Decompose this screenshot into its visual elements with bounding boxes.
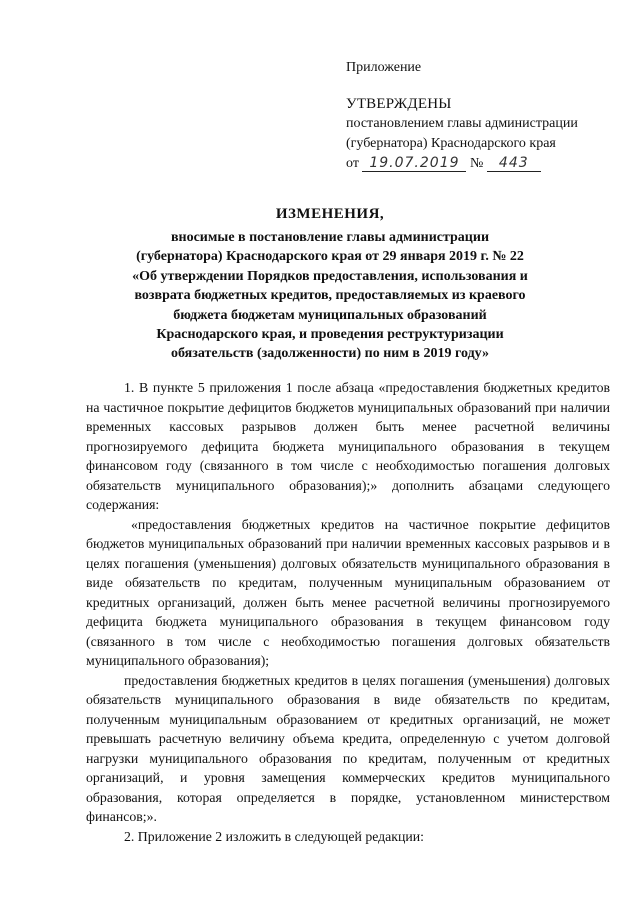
body-paragraph: «предоставления бюджетных кредитов на частичное покрытие дефицитов бюджетов муниципальных образований при наличии временных кассовых разрывов и в целях погашения (уменьшения) долговых обязательств муниципального образования в виде обязательств по кредитам, полученным муниципальным образованием от кредитных организаций, должен быть менее расчетной величины прогнозируемого дефицита бюджета муниципального образования в текущем финансовом году (связанного в том числе с необходимостью погашения долговых обязательств муниципального образования); bbox=[86, 516, 610, 668]
document-heading bbox=[60, 204, 600, 364]
heading-line: вносимые в постановление главы администрации bbox=[170, 230, 490, 245]
handwritten-number: 443 bbox=[487, 155, 541, 172]
document-title: ИЗМЕНЕНИЯ, bbox=[275, 206, 385, 222]
handwritten-date: 19.07.2019 bbox=[362, 155, 466, 172]
heading-line: (губернатора) Краснодарского края от 29 января 2019 г. № 22 bbox=[136, 249, 524, 265]
heading-line: возврата бюджетных кредитов, предоставляемых из краевого bbox=[134, 288, 526, 304]
approved-label: УТВЕРЖДЕНЫ bbox=[346, 96, 452, 112]
heading-line: бюджета бюджетам муниципальных образований bbox=[173, 307, 487, 323]
heading-line: «Об утверждении Порядков предоставления, использования и bbox=[132, 268, 528, 284]
document-body bbox=[86, 378, 610, 846]
body-paragraph: 2. Приложение 2 изложить в следующей редакции: bbox=[124, 828, 424, 844]
body-paragraph: предоставления бюджетных кредитов в целях погашения (уменьшения) долговых обязательств муниципального образования в виде обязательств по кредитам, полученным муниципальным образованием от кредитных организаций, не может превышать расчетную величину объема кредита, определенную с учетом долговой нагрузки муниципального образования по кредитам, полученным от кредитных организаций, и уровня замещения коммерческих кредитов муниципального образования, которая определяется в порядке, установленном министерством финансов;». bbox=[86, 672, 610, 824]
approval-line-1: постановлением главы администрации bbox=[346, 116, 578, 131]
body-paragraph: 1. В пункте 5 приложения 1 после абзаца «предоставления бюджетных кредитов на частичное покрытие дефицитов бюджетов муниципальных образований при наличии временных кассовых разрывов должен быть менее расчетной величины прогнозируемого дефицита бюджета муниципального образования в текущем финансовом году (связанного в том числе с необходимостью погашения долговых обязательств муниципального образования);» дополнить абзацами следующего содержания: bbox=[86, 380, 610, 512]
approval-block bbox=[346, 58, 616, 174]
appendix-label: Приложение bbox=[346, 60, 422, 75]
heading-line: Краснодарского края, и проведения реструктуризации bbox=[156, 327, 504, 343]
number-prefix: № bbox=[469, 156, 484, 171]
date-number-line bbox=[346, 154, 616, 174]
date-prefix: от bbox=[346, 156, 359, 171]
heading-line: обязательств (задолженности) по ним в 2019 году» bbox=[171, 346, 489, 362]
approval-line-2: (губернатора) Краснодарского края bbox=[346, 136, 556, 151]
